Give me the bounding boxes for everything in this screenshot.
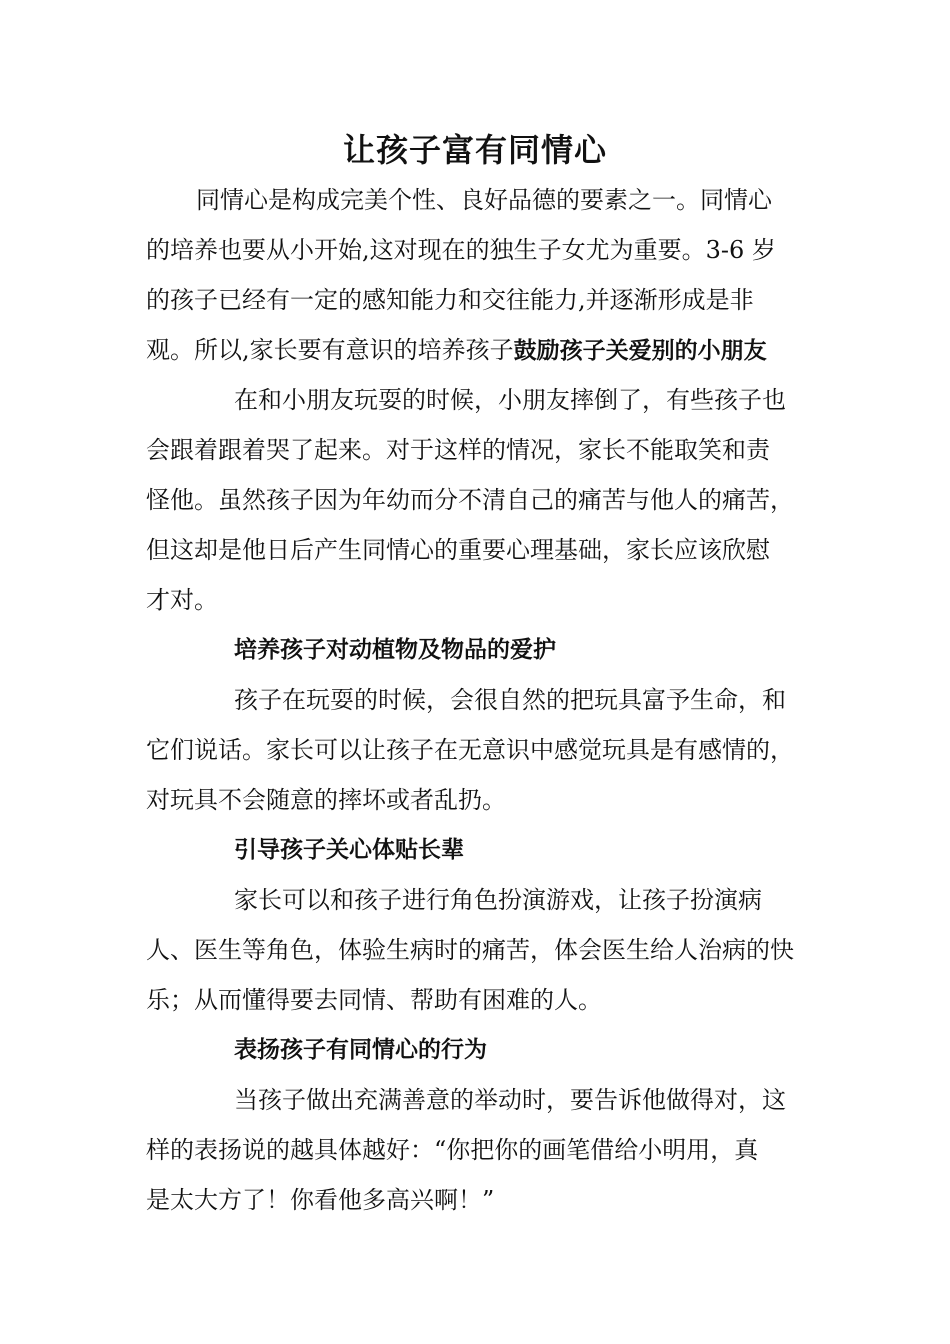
section2-line-1: 孩子在玩耍的时候，会很自然的把玩具富予生命，和: [234, 686, 786, 714]
intro-line-1: 同情心是构成完美个性、良好品德的要素之一。同情心: [196, 186, 772, 214]
intro-line-3: 的孩子已经有一定的感知能力和交往能力,并逐渐形成是非: [146, 286, 754, 314]
section2-line-2: 它们说话。家长可以让孩子在无意识中感觉玩具是有感情的，: [146, 736, 794, 764]
section4-line-3: 是太大方了！你看他多高兴啊！”: [146, 1186, 495, 1214]
section2-line-3: 对玩具不会随意的摔坏或者乱扔。: [146, 786, 506, 814]
section1-line-1: 在和小朋友玩耍的时候，小朋友摔倒了，有些孩子也: [234, 386, 786, 414]
section1-line-5: 才对。: [146, 586, 218, 614]
document-title: 让孩子富有同情心: [342, 131, 607, 169]
section1-line-3: 怪他。虽然孩子因为年幼而分不清自己的痛苦与他人的痛苦，: [146, 486, 794, 514]
subheading-praise-behavior: 表扬孩子有同情心的行为: [234, 1037, 487, 1063]
intro-line-2: 的培养也要从小开始,这对现在的独生子女尤为重要。3-6 岁: [146, 236, 776, 264]
section1-line-4: 但这却是他日后产生同情心的重要心理基础，家长应该欣慰: [146, 536, 770, 564]
section3-line-2: 人、医生等角色，体验生病时的痛苦，体会医生给人治病的快: [146, 936, 794, 964]
section3-line-3: 乐；从而懂得要去同情、帮助有困难的人。: [146, 986, 602, 1014]
section4-line-1: 当孩子做出充满善意的举动时，要告诉他做得对，这: [234, 1086, 786, 1114]
section1-line-2: 会跟着跟着哭了起来。对于这样的情况，家长不能取笑和责: [146, 436, 770, 464]
subheading-care-for-things: 培养孩子对动植物及物品的爱护: [234, 637, 556, 663]
section3-line-1: 家长可以和孩子进行角色扮演游戏，让孩子扮演病: [234, 886, 762, 914]
intro-line-4: [146, 332, 767, 369]
subheading-care-for-friends: 鼓励孩子关爱别的小朋友: [513, 338, 767, 364]
intro-line-4-text: 观。所以,家长要有意识的培养孩子: [146, 336, 514, 364]
section4-line-2: 样的表扬说的越具体越好：“你把你的画笔借给小明用，真: [146, 1136, 759, 1164]
subheading-care-for-elders: 引导孩子关心体贴长辈: [234, 837, 464, 863]
